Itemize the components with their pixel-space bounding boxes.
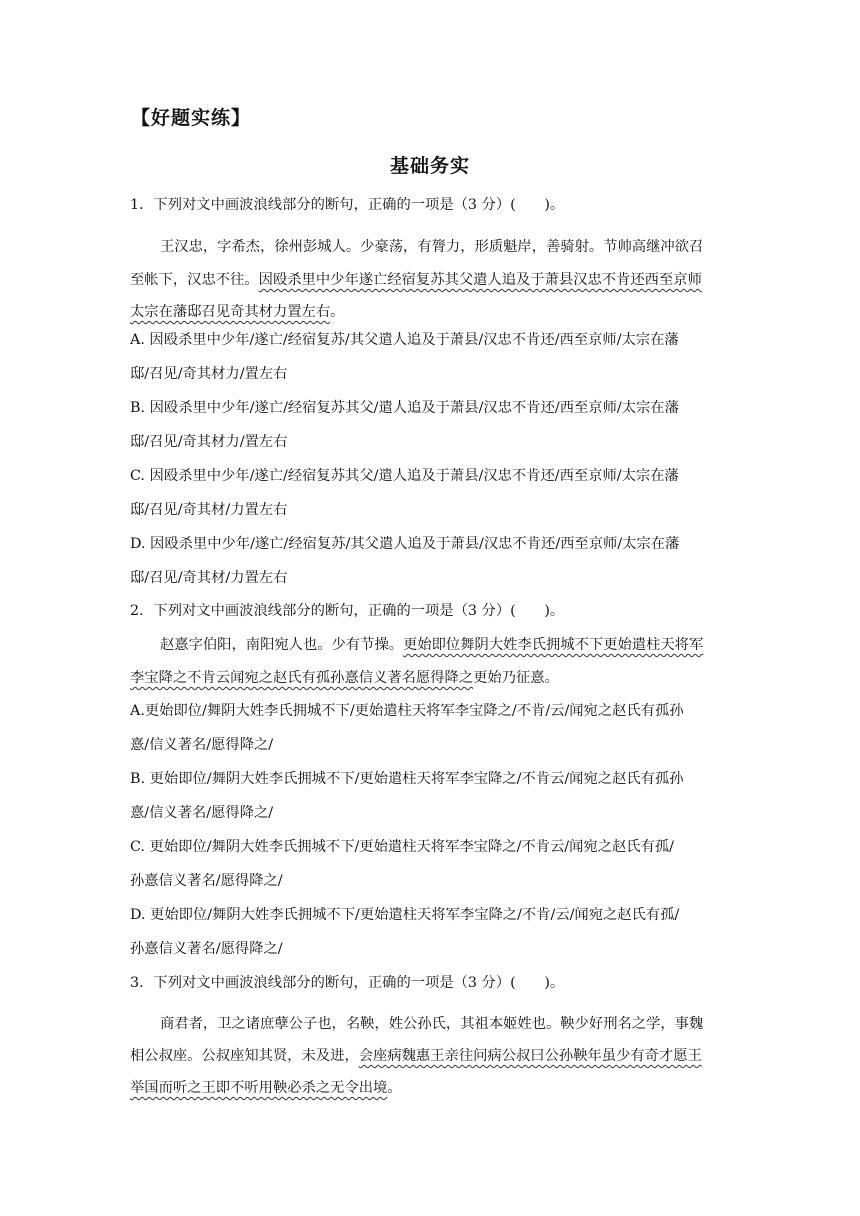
wavy-underlined-text: 因殴杀里中少年遂亡经宿复苏其父遣人追及于萧县汉忠不肯还西至京师 [258,272,702,288]
question-1-option-d-cont: 邸/召见/奇其材/力置左右 [130,570,288,586]
question-3-passage-line-2 [130,1046,702,1066]
wavy-underlined-text: 更始即位舞阴大姓李氏拥城不下更始遣柱天将军 [403,637,704,653]
question-1-option-a-cont: 邸/召见/奇其材力/置左右 [130,366,288,382]
question-2-option-b-cont: 憙/信义著名/愿得降之/ [130,805,274,821]
passage-plain-text: 更始乃征憙。 [473,670,559,686]
passage-plain-text: 至帐下，汉忠不往。 [130,272,259,288]
question-1-stem: 1．下列对文中画波浪线部分的断句，正确的一项是（3 分）( )。 [130,197,565,213]
question-1-option-a: A. 因殴杀里中少年/遂亡/经宿复苏/其父遣人追及于萧县/汉忠不肯还/西至京师/太宗在藩 [130,332,679,348]
wavy-underlined-text: 举国而听之王即不听用鞅必杀之无令出境 [130,1080,388,1096]
question-2-passage-line-1 [160,635,703,655]
passage-plain-text: 相公叔座。公叔座知其贤，未及进， [130,1048,359,1064]
question-2-option-d-cont: 孙憙信义著名/愿得降之/ [130,941,283,957]
question-2-option-a-cont: 憙/信义著名/愿得降之/ [130,737,274,753]
passage-plain-text: 赵憙字伯阳，南阳宛人也。少有节操。 [160,637,404,653]
question-1-option-c-cont: 邸/召见/奇其材/力置左右 [130,502,288,518]
question-1-option-c: C. 因殴杀里中少年/遂亡/经宿复苏其父/遣人追及于萧县/汉忠不肯还/西至京师/太宗在藩 [130,468,679,484]
wavy-underlined-text: 太宗在藩邸召见奇其材力置左右 [130,304,331,320]
wavy-underlined-text: 李宝降之不肯云闻宛之赵氏有孤孙憙信义著名愿得降之 [130,670,474,686]
question-1-passage-line-3 [130,302,344,322]
question-2-option-b: B. 更始即位/舞阴大姓李氏拥城不下/更始遣柱天将军李宝降之/不肯云/闻宛之赵氏有孤孙 [130,771,684,787]
question-3-passage-line-1: 商君者，卫之诸庶孽公子也，名鞅，姓公孙氏，其祖本姬姓也。鞅少好刑名之学，事魏 [160,1016,704,1032]
question-2-stem: 2．下列对文中画波浪线部分的断句，正确的一项是（3 分）( )。 [130,603,565,619]
wavy-underlined-text: 会座病魏惠王亲往问病公叔曰公孙鞅年虽少有奇才愿王 [358,1048,702,1064]
section-heading: 【好题实练】 [131,107,252,129]
passage-plain-text: 。 [330,304,345,320]
question-2-option-d: D. 更始即位/舞阴大姓李氏拥城不下/更始遣柱天将军李宝降之/不肯/云/闻宛之赵氏有孤/ [130,907,680,923]
question-2-option-c: C. 更始即位/舞阴大姓李氏拥城不下/更始遣柱天将军李宝降之/不肯云/闻宛之赵氏有孤/ [130,839,674,855]
section-subheading: 基础务实 [389,155,470,177]
question-1-option-b-cont: 邸/召见/奇其材力/置左右 [130,434,288,450]
question-1-option-b: B. 因殴杀里中少年/遂亡/经宿复苏其父/遣人追及于萧县/汉忠不肯还/西至京师/太宗在藩 [130,400,679,416]
question-3-passage-line-3 [130,1078,402,1098]
question-2-option-a: A.更始即位/舞阴大姓李氏拥城不下/更始遣柱天将军李宝降之/不肯/云/闻宛之赵氏有孤孙 [130,703,684,719]
question-1-passage-line-1: 王汉忠，字希杰，徐州彭城人。少豪荡，有膂力，形质魁岸，善骑射。节帅高继冲欲召 [160,239,704,255]
question-2-option-c-cont: 孙憙信义著名/愿得降之/ [130,873,283,889]
passage-plain-text: 。 [387,1080,402,1096]
question-1-option-d: D. 因殴杀里中少年/遂亡/经宿复苏/其父遣人追及于萧县/汉忠不肯还/西至京师/太宗在藩 [130,536,680,552]
question-3-stem: 3．下列对文中画波浪线部分的断句，正确的一项是（3 分）( )。 [130,975,565,991]
question-2-passage-line-2 [130,668,559,688]
question-1-passage-line-2 [130,270,702,290]
